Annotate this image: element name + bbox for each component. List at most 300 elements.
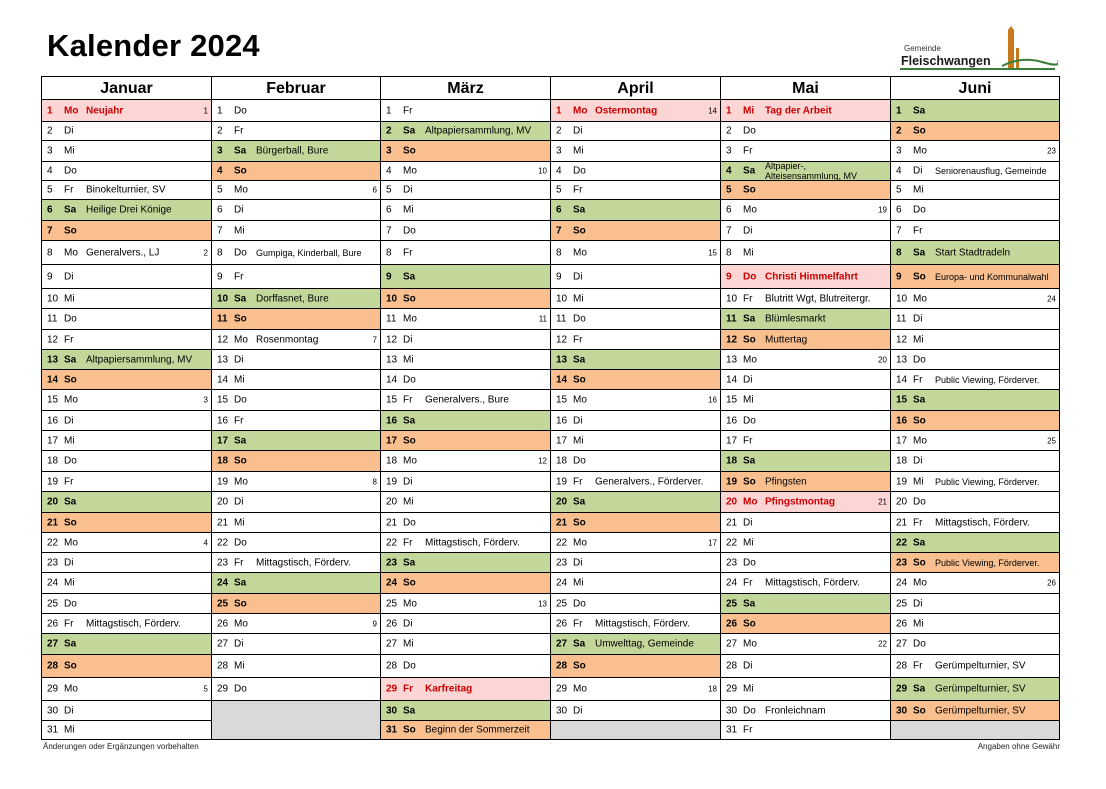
weekday: Fr: [743, 724, 753, 736]
day-row[interactable]: [551, 289, 720, 309]
day-number: 17: [556, 435, 568, 446]
day-row[interactable]: [551, 472, 720, 492]
day-row[interactable]: [212, 431, 380, 451]
day-row[interactable]: [721, 350, 890, 370]
day-number: 5: [217, 184, 223, 196]
weekday: Sa: [234, 145, 247, 157]
day-row[interactable]: [721, 513, 890, 533]
day-row[interactable]: [212, 614, 380, 634]
day-row[interactable]: [721, 634, 890, 655]
day-row[interactable]: [212, 141, 380, 162]
day-row[interactable]: [212, 573, 380, 594]
day-number: 19: [726, 476, 738, 487]
day-row[interactable]: [42, 350, 211, 370]
day-row[interactable]: [212, 370, 380, 390]
day-row[interactable]: [381, 701, 550, 721]
day-row[interactable]: [891, 431, 1059, 451]
day-row[interactable]: [212, 594, 380, 614]
day-row[interactable]: [551, 100, 720, 122]
event-label: Mittagstisch, Förderv.: [935, 517, 1030, 528]
month-header: April: [551, 77, 720, 100]
day-row[interactable]: [721, 678, 890, 701]
day-row[interactable]: [891, 492, 1059, 513]
day-row[interactable]: [721, 390, 890, 411]
day-row[interactable]: [381, 330, 550, 350]
day-row[interactable]: [42, 330, 211, 350]
day-row[interactable]: [891, 241, 1059, 265]
day-row[interactable]: [891, 594, 1059, 614]
day-row[interactable]: [42, 553, 211, 573]
day-row[interactable]: [891, 100, 1059, 122]
day-row[interactable]: [891, 370, 1059, 390]
day-row[interactable]: [381, 162, 550, 181]
weekday: Mo: [403, 165, 417, 177]
event-label: Gerümpelturnier, SV: [935, 660, 1026, 672]
week-number: 4: [203, 538, 208, 547]
event-label: Christi Himmelfahrt: [765, 271, 858, 282]
day-number: 22: [47, 537, 59, 548]
day-row[interactable]: [381, 472, 550, 492]
day-row[interactable]: [891, 533, 1059, 553]
weekday: Di: [403, 618, 413, 629]
day-row[interactable]: [42, 678, 211, 701]
day-row[interactable]: [721, 200, 890, 221]
weekday: Di: [573, 415, 583, 426]
weekday: So: [403, 577, 416, 589]
day-row[interactable]: [721, 614, 890, 634]
day-row[interactable]: [721, 721, 890, 739]
day-row[interactable]: [42, 634, 211, 655]
weekday: Sa: [64, 354, 77, 365]
day-row[interactable]: [381, 721, 550, 739]
weekday: Di: [913, 165, 923, 177]
day-number: 25: [217, 598, 229, 609]
day-row[interactable]: [721, 221, 890, 241]
day-row[interactable]: [42, 370, 211, 390]
day-row[interactable]: [551, 241, 720, 265]
day-row[interactable]: [551, 553, 720, 573]
day-row[interactable]: [551, 678, 720, 701]
day-row[interactable]: [721, 431, 890, 451]
day-number: 11: [896, 313, 907, 325]
weekday: Do: [573, 598, 586, 609]
event-label: Bürgerball, Bure: [256, 145, 329, 157]
day-row[interactable]: [891, 221, 1059, 241]
weekday: Di: [64, 271, 74, 282]
day-number: 5: [726, 184, 732, 196]
day-number: 16: [47, 415, 59, 426]
day-row[interactable]: [42, 221, 211, 241]
day-number: 13: [726, 354, 738, 365]
day-row[interactable]: [381, 200, 550, 221]
day-row[interactable]: [551, 350, 720, 370]
weekday: Fr: [403, 683, 413, 695]
day-row[interactable]: [551, 309, 720, 330]
weekday: Di: [913, 598, 923, 609]
day-row[interactable]: [721, 533, 890, 553]
day-row[interactable]: [721, 162, 890, 181]
day-row[interactable]: [891, 162, 1059, 181]
day-number: 29: [726, 683, 738, 695]
day-row[interactable]: [551, 390, 720, 411]
day-row[interactable]: [42, 573, 211, 594]
weekday: Mi: [573, 577, 584, 589]
weekday: So: [234, 455, 247, 467]
day-number: 21: [386, 517, 398, 528]
day-number: 10: [47, 293, 59, 304]
day-row[interactable]: [721, 122, 890, 141]
day-row[interactable]: [42, 265, 211, 289]
day-row[interactable]: [721, 181, 890, 200]
day-row[interactable]: [212, 533, 380, 553]
weekday: Di: [64, 705, 74, 716]
weekday: Do: [234, 247, 247, 258]
day-row[interactable]: [551, 221, 720, 241]
day-number: 5: [47, 184, 53, 196]
day-row[interactable]: [381, 533, 550, 553]
event-label: Seniorenausflug, Gemeinde: [935, 166, 1047, 176]
day-number: 29: [217, 683, 229, 695]
event-label: Europa- und Kommunalwahl: [935, 271, 1049, 282]
day-row[interactable]: [721, 655, 890, 678]
day-row[interactable]: [212, 241, 380, 265]
weekday: Sa: [913, 247, 926, 258]
day-row[interactable]: [381, 655, 550, 678]
day-row[interactable]: [891, 350, 1059, 370]
day-row[interactable]: [42, 701, 211, 721]
day-row[interactable]: [381, 553, 550, 573]
day-row[interactable]: [42, 721, 211, 739]
day-number: 20: [47, 496, 59, 508]
day-row[interactable]: [42, 162, 211, 181]
day-row[interactable]: [721, 492, 890, 513]
day-row[interactable]: [721, 289, 890, 309]
day-row[interactable]: [381, 141, 550, 162]
day-number: 24: [217, 577, 229, 589]
day-row[interactable]: [42, 492, 211, 513]
day-row[interactable]: [891, 330, 1059, 350]
day-row[interactable]: [42, 122, 211, 141]
day-row[interactable]: [891, 200, 1059, 221]
day-number: 30: [556, 705, 568, 716]
day-row[interactable]: [551, 141, 720, 162]
day-row[interactable]: [42, 655, 211, 678]
day-row[interactable]: [381, 411, 550, 431]
day-row[interactable]: [721, 411, 890, 431]
day-row[interactable]: [891, 655, 1059, 678]
day-number: 6: [386, 204, 392, 216]
day-number: 29: [896, 683, 908, 695]
day-row[interactable]: [721, 573, 890, 594]
day-number: 24: [726, 577, 738, 589]
day-row[interactable]: [42, 451, 211, 472]
day-row[interactable]: [721, 370, 890, 390]
day-row[interactable]: [381, 221, 550, 241]
day-row[interactable]: [212, 634, 380, 655]
day-number: 19: [556, 476, 568, 487]
day-row[interactable]: [551, 122, 720, 141]
day-row[interactable]: [721, 241, 890, 265]
day-row[interactable]: [42, 100, 211, 122]
day-row[interactable]: [891, 701, 1059, 721]
day-number: 27: [386, 638, 398, 650]
event-label: Karfreitag: [425, 683, 473, 695]
weekday: So: [64, 225, 77, 236]
day-row[interactable]: [551, 573, 720, 594]
day-number: 8: [556, 247, 562, 258]
weekday: Sa: [913, 537, 926, 548]
day-number: 7: [896, 225, 902, 236]
day-row[interactable]: [42, 309, 211, 330]
day-row[interactable]: [381, 390, 550, 411]
day-row[interactable]: [891, 634, 1059, 655]
day-row[interactable]: [551, 701, 720, 721]
day-row[interactable]: [721, 265, 890, 289]
day-row[interactable]: [42, 513, 211, 533]
weekday: Mo: [234, 184, 248, 196]
day-row[interactable]: [212, 451, 380, 472]
day-row[interactable]: [42, 390, 211, 411]
weekday: Do: [64, 455, 77, 467]
day-row[interactable]: [381, 370, 550, 390]
day-row[interactable]: [42, 181, 211, 200]
day-row[interactable]: [212, 655, 380, 678]
day-row[interactable]: [42, 533, 211, 553]
day-row[interactable]: [551, 451, 720, 472]
day-number: 9: [556, 271, 562, 282]
day-row[interactable]: [212, 265, 380, 289]
day-row[interactable]: [42, 431, 211, 451]
day-row[interactable]: [42, 200, 211, 221]
day-row[interactable]: [721, 309, 890, 330]
weekday: Fr: [743, 577, 753, 589]
day-row[interactable]: [891, 553, 1059, 573]
day-number: 8: [896, 247, 902, 258]
day-row[interactable]: [212, 678, 380, 701]
day-row[interactable]: [42, 614, 211, 634]
weekday: Do: [234, 394, 247, 406]
weekday: Di: [403, 334, 413, 345]
event-label: Rosenmontag: [256, 334, 319, 345]
weekday: Fr: [743, 435, 753, 446]
month-column: [891, 77, 1059, 739]
day-row[interactable]: [212, 513, 380, 533]
day-row[interactable]: [721, 330, 890, 350]
day-row[interactable]: [381, 678, 550, 701]
event-label: Umwelttag, Gemeinde: [595, 638, 694, 650]
day-number: 4: [47, 165, 53, 177]
event-label: Beginn der Sommerzeit: [425, 724, 530, 736]
day-row[interactable]: [891, 513, 1059, 533]
day-number: 26: [217, 618, 229, 629]
weekday: Di: [234, 204, 244, 216]
weekday: Fr: [913, 517, 923, 528]
day-row[interactable]: [721, 100, 890, 122]
weekday: Fr: [573, 184, 583, 196]
weekday: Mo: [234, 334, 248, 345]
day-number: 4: [386, 165, 392, 177]
day-row[interactable]: [551, 265, 720, 289]
day-row[interactable]: [381, 451, 550, 472]
day-row[interactable]: [212, 553, 380, 573]
weekday: Mo: [573, 247, 587, 258]
day-row[interactable]: [891, 390, 1059, 411]
day-row[interactable]: [212, 100, 380, 122]
day-row[interactable]: [891, 141, 1059, 162]
day-number: 3: [47, 145, 53, 157]
weekday: Do: [743, 705, 756, 716]
day-row[interactable]: [381, 122, 550, 141]
day-row[interactable]: [212, 330, 380, 350]
day-row[interactable]: [551, 634, 720, 655]
day-row[interactable]: [891, 289, 1059, 309]
day-row[interactable]: [212, 221, 380, 241]
day-number: 14: [726, 374, 738, 385]
day-row[interactable]: [212, 289, 380, 309]
day-number: 11: [47, 313, 58, 325]
day-row[interactable]: [721, 701, 890, 721]
day-number: 6: [47, 204, 53, 216]
weekday: So: [743, 184, 756, 196]
weekday: Mi: [573, 435, 584, 446]
day-row[interactable]: [551, 655, 720, 678]
week-number: 17: [708, 538, 717, 547]
day-row[interactable]: [551, 594, 720, 614]
day-row[interactable]: [551, 431, 720, 451]
weekday: Fr: [234, 415, 244, 426]
day-row[interactable]: [551, 614, 720, 634]
day-number: 5: [896, 184, 902, 196]
day-row[interactable]: [891, 265, 1059, 289]
week-number: 7: [372, 335, 377, 344]
weekday: Sa: [913, 394, 926, 406]
day-row[interactable]: [551, 513, 720, 533]
weekday: Fr: [403, 247, 413, 258]
day-row[interactable]: [381, 492, 550, 513]
day-row[interactable]: [381, 309, 550, 330]
day-row[interactable]: [381, 573, 550, 594]
day-row[interactable]: [721, 141, 890, 162]
day-row[interactable]: [381, 350, 550, 370]
day-number: 20: [217, 496, 229, 508]
municipality-logo: [898, 26, 1058, 72]
day-row[interactable]: [42, 411, 211, 431]
day-row[interactable]: [381, 181, 550, 200]
weekday: Do: [913, 496, 926, 508]
day-row[interactable]: [891, 309, 1059, 330]
day-number: 9: [386, 271, 392, 282]
day-row[interactable]: [212, 181, 380, 200]
day-row[interactable]: [212, 390, 380, 411]
weekday: Mi: [234, 660, 245, 672]
event-label: Pfingsten: [765, 476, 807, 487]
day-row[interactable]: [381, 594, 550, 614]
day-row[interactable]: [551, 162, 720, 181]
weekday: Di: [573, 125, 583, 137]
day-row[interactable]: [42, 289, 211, 309]
day-row[interactable]: [721, 451, 890, 472]
day-number: 14: [217, 374, 229, 385]
weekday: Sa: [403, 271, 416, 282]
day-row[interactable]: [891, 451, 1059, 472]
day-row[interactable]: [891, 573, 1059, 594]
church-tower-icon: [1002, 26, 1058, 70]
day-row[interactable]: [212, 122, 380, 141]
day-row[interactable]: [42, 472, 211, 492]
event-label: Public Viewing, Förderver.: [935, 476, 1040, 487]
day-row[interactable]: [381, 265, 550, 289]
day-row[interactable]: [551, 411, 720, 431]
weekday: Mi: [573, 145, 584, 157]
month-column: [381, 77, 551, 739]
weekday: Mo: [913, 577, 927, 589]
day-row[interactable]: [551, 533, 720, 553]
day-row[interactable]: [212, 472, 380, 492]
day-row[interactable]: [891, 472, 1059, 492]
day-row[interactable]: [551, 370, 720, 390]
day-number: 3: [556, 145, 562, 157]
day-row[interactable]: [891, 122, 1059, 141]
day-row[interactable]: [42, 594, 211, 614]
day-number: 1: [386, 105, 392, 116]
weekday: Mo: [573, 683, 587, 695]
day-row[interactable]: [551, 181, 720, 200]
event-label: Gerümpelturnier, SV: [935, 683, 1026, 695]
weekday: Mi: [64, 577, 75, 589]
weekday: Mo: [64, 105, 79, 116]
month-header: Juni: [891, 77, 1059, 100]
day-row[interactable]: [212, 350, 380, 370]
weekday: Di: [913, 455, 923, 467]
day-row[interactable]: [42, 141, 211, 162]
weekday: Mi: [403, 204, 414, 216]
day-row[interactable]: [551, 492, 720, 513]
weekday: Mo: [64, 537, 78, 548]
day-row[interactable]: [381, 100, 550, 122]
day-row[interactable]: [381, 431, 550, 451]
day-row[interactable]: [42, 241, 211, 265]
weekday: Mi: [743, 247, 754, 258]
day-row[interactable]: [212, 200, 380, 221]
day-row[interactable]: [721, 594, 890, 614]
weekday: So: [573, 660, 586, 672]
day-row[interactable]: [721, 472, 890, 492]
day-row[interactable]: [212, 162, 380, 181]
day-row[interactable]: [721, 553, 890, 573]
weekday: Di: [64, 125, 74, 137]
day-row[interactable]: [381, 614, 550, 634]
day-number: 23: [556, 557, 568, 568]
day-row[interactable]: [551, 200, 720, 221]
weekday: Sa: [64, 638, 77, 650]
event-label: Heilige Drei Könige: [86, 204, 172, 216]
day-row[interactable]: [891, 614, 1059, 634]
weekday: Do: [403, 517, 416, 528]
day-row[interactable]: [212, 492, 380, 513]
day-row[interactable]: [212, 411, 380, 431]
day-row[interactable]: [551, 330, 720, 350]
day-row[interactable]: [381, 634, 550, 655]
day-row[interactable]: [381, 513, 550, 533]
day-row[interactable]: [891, 181, 1059, 200]
weekday: Mo: [913, 145, 927, 157]
day-number: 21: [726, 517, 738, 528]
day-row[interactable]: [212, 309, 380, 330]
day-row[interactable]: [891, 678, 1059, 701]
day-row[interactable]: [381, 241, 550, 265]
day-row[interactable]: [891, 411, 1059, 431]
day-row[interactable]: [381, 289, 550, 309]
